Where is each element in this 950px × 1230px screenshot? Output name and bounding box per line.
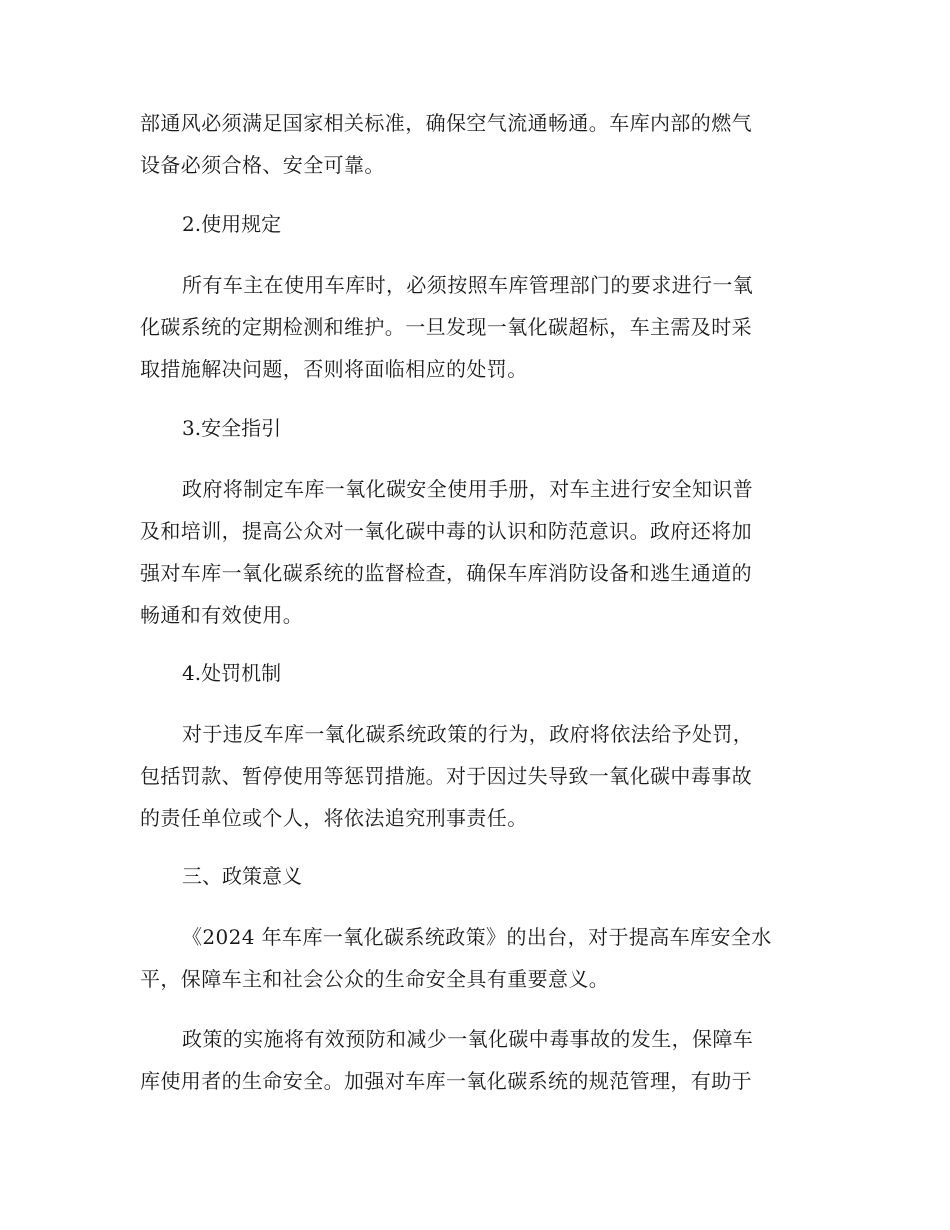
- heading-safety-guide: 3.安全指引: [182, 416, 282, 440]
- text-line: 平，保障车主和社会公众的生命安全具有重要意义。: [140, 967, 610, 991]
- paragraph-significance-1: [140, 916, 816, 1000]
- paragraph-safety-guide: [140, 468, 816, 636]
- text-line: 畅通和有效使用。: [140, 603, 304, 627]
- text-line: 取措施解决问题，否则将面临相应的处罚。: [140, 357, 528, 381]
- paragraph-usage-rules: [140, 264, 816, 390]
- text-line: 设备必须合格、安全可靠。: [140, 153, 385, 177]
- text-line: 包括罚款、暂停使用等惩罚措施。对于因过失导致一氧化碳中毒事故: [140, 764, 752, 788]
- text-line: 部通风必须满足国家相关标准，确保空气流通畅通。车库内部的燃气: [140, 111, 752, 135]
- paragraph-significance-2: [140, 1018, 816, 1102]
- text-line: 的责任单位或个人，将依法追究刑事责任。: [140, 806, 528, 830]
- text-line: 对于违反车库一氧化碳系统政策的行为，政府将依法给予处罚，: [182, 722, 754, 746]
- text-line: 政策的实施将有效预防和减少一氧化碳中毒事故的发生，保障车: [182, 1027, 754, 1051]
- paragraph-penalty-mechanism: [140, 713, 816, 839]
- text-line: 及和培训，提高公众对一氧化碳中毒的认识和防范意识。政府还将加: [140, 519, 752, 543]
- text-line: 强对车库一氧化碳系统的监督检查，确保车库消防设备和逃生通道的: [140, 561, 752, 585]
- paragraph-ventilation: [140, 102, 816, 186]
- text-line: 《2024 年车库一氧化碳系统政策》的出台，对于提高车库安全水: [182, 925, 772, 949]
- heading-policy-significance: 三、政策意义: [182, 864, 302, 888]
- text-line: 库使用者的生命安全。加强对车库一氧化碳系统的规范管理，有助于: [140, 1069, 752, 1093]
- text-line: 政府将制定车库一氧化碳安全使用手册，对车主进行安全知识普: [182, 477, 754, 501]
- text-line: 化碳系统的定期检测和维护。一旦发现一氧化碳超标，车主需及时采: [140, 315, 752, 339]
- heading-penalty-mechanism: 4.处罚机制: [182, 661, 282, 685]
- text-line: 所有车主在使用车库时，必须按照车库管理部门的要求进行一氧: [182, 273, 754, 297]
- heading-usage-rules: 2.使用规定: [182, 212, 282, 236]
